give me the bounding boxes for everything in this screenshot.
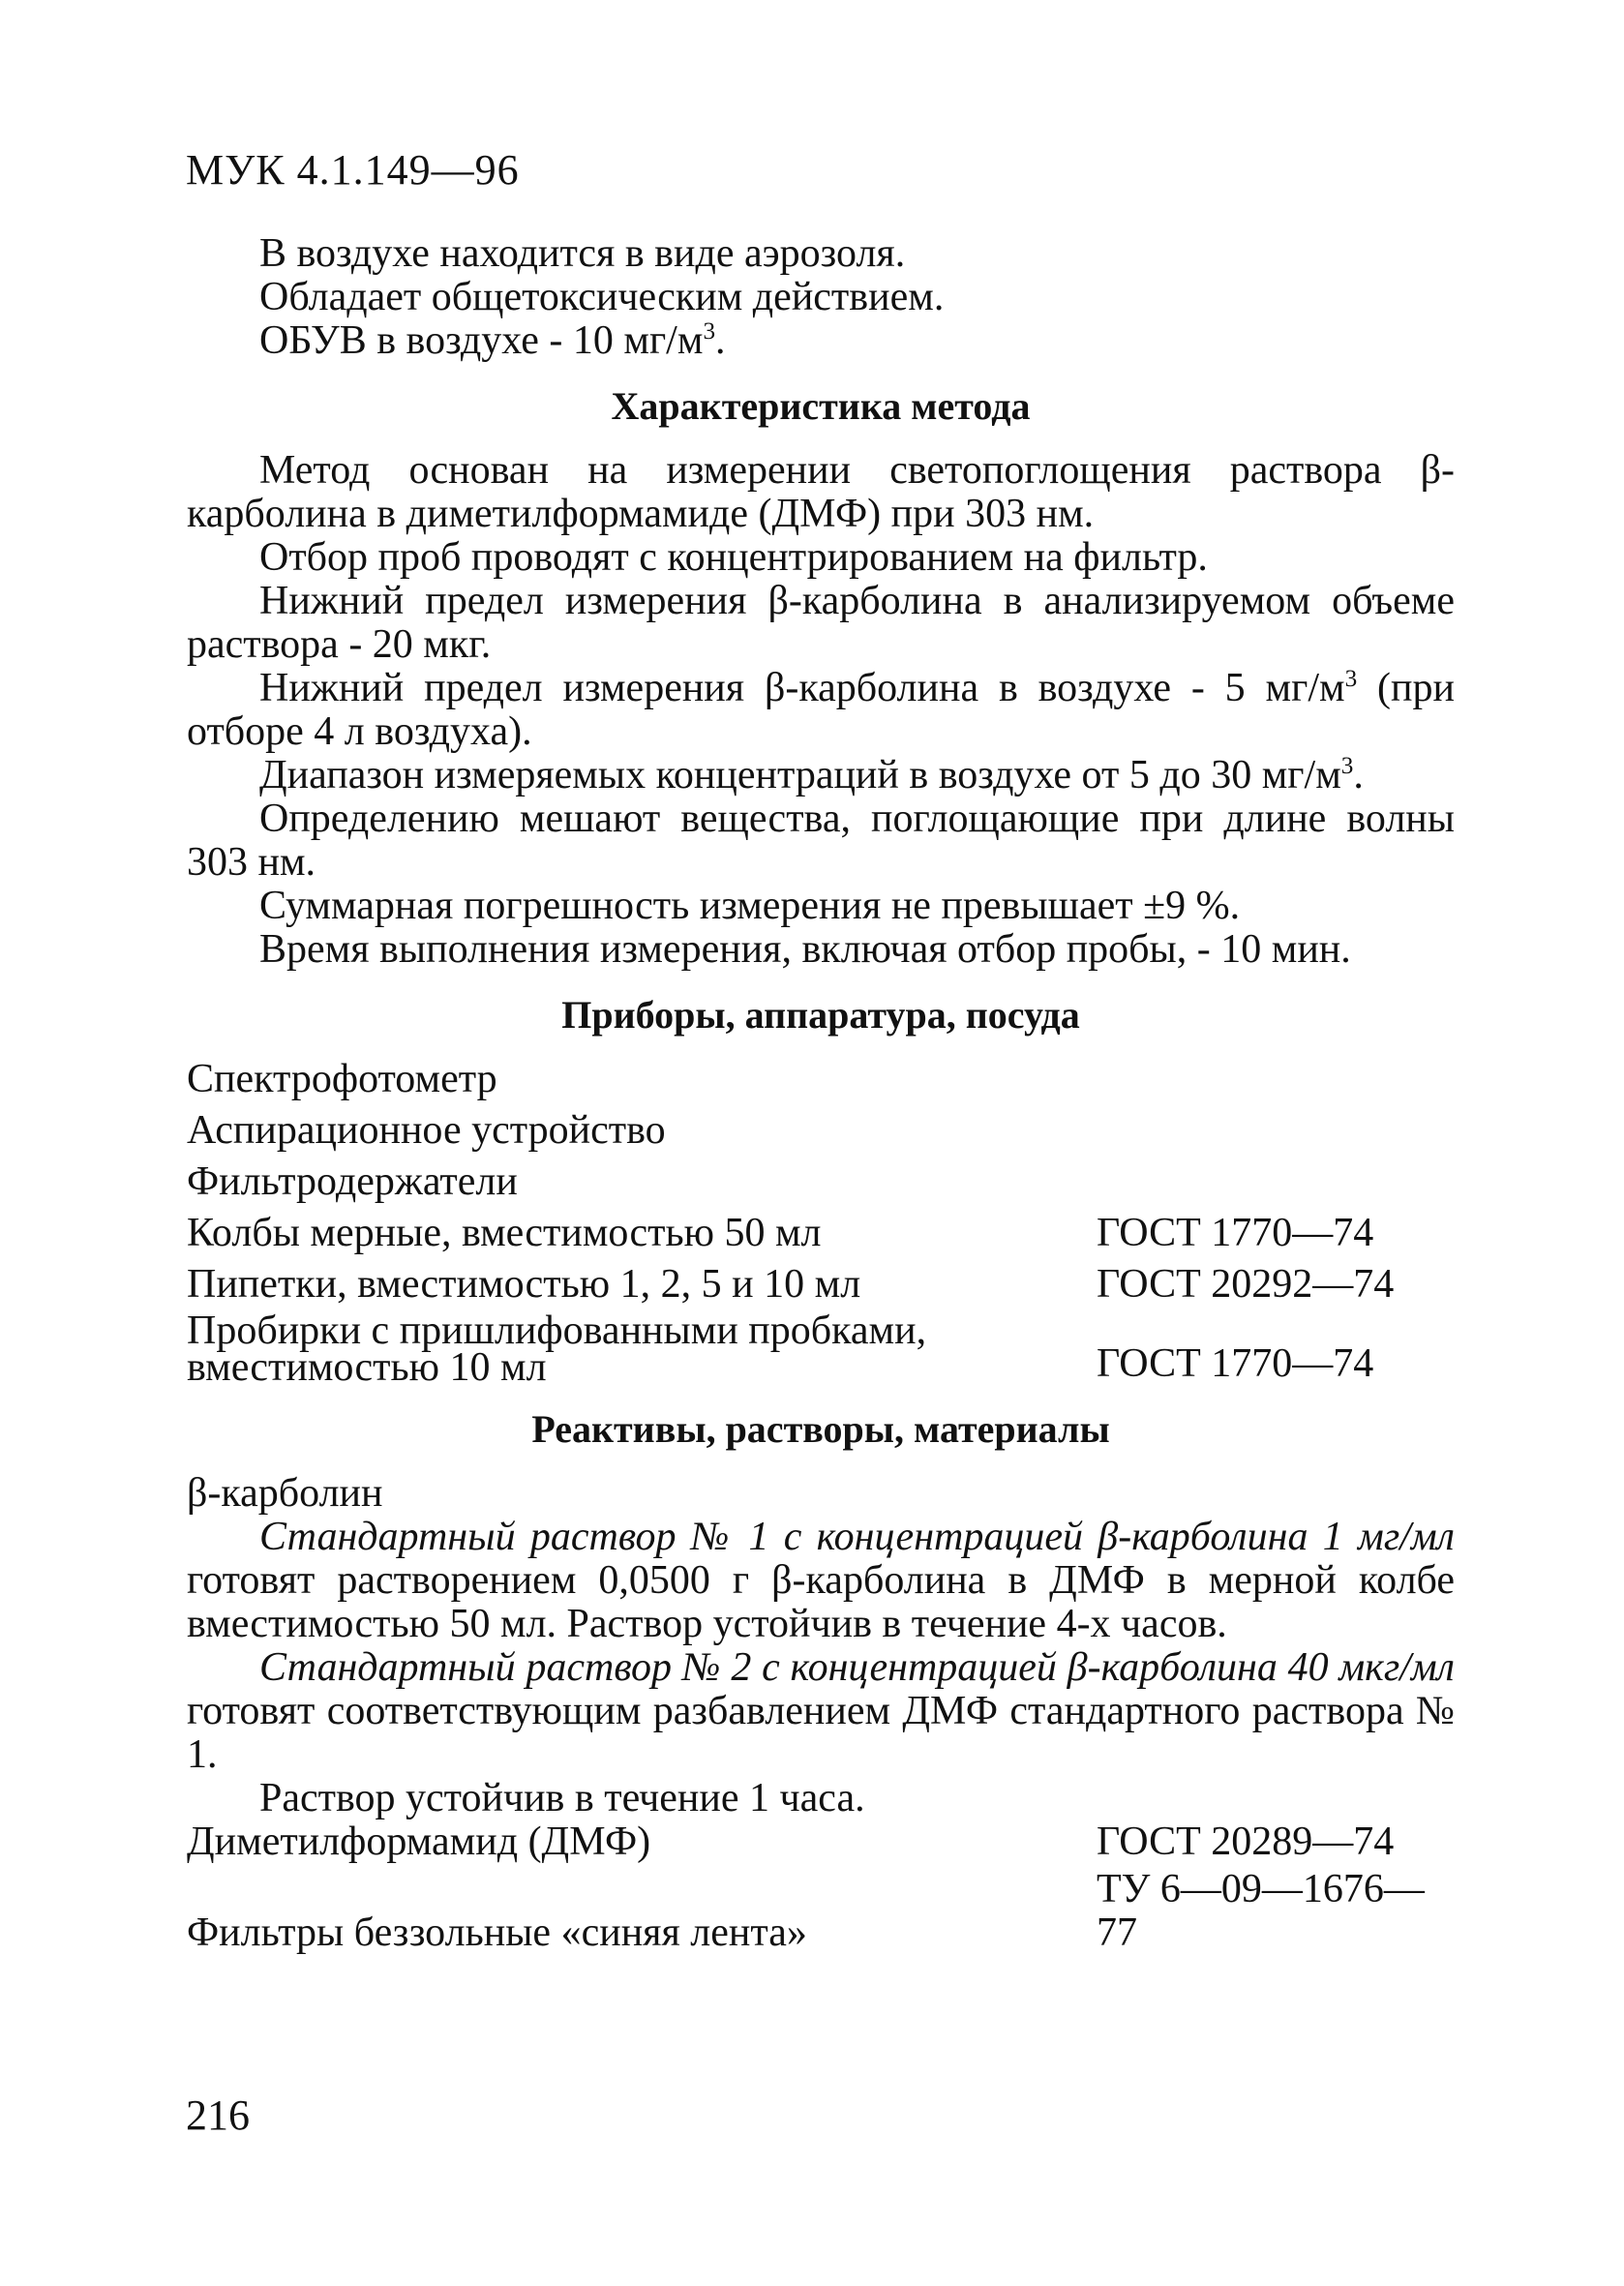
method-paragraph-7: Суммарная погрешность измерения не превышает ±9 %. (259, 884, 1241, 928)
method-paragraph-5-sup: 3 (1340, 753, 1354, 779)
equipment-item-name-line-2: вместимостью 10 мл (187, 1345, 547, 1390)
intro-line-2: Обладает общетоксическим действием. (259, 275, 945, 319)
section-title-reagents: Реактивы, растворы, материалы (531, 1407, 1110, 1451)
method-paragraph-3: Нижний предел измерения β-карболина в анализируемом объеме раствора - 20 мкг. (187, 579, 1455, 667)
intro-line-3 (187, 319, 1455, 363)
method-paragraph-4-a: Нижний предел измерения β-карболина в воздухе - 5 мг/м (259, 666, 1345, 710)
method-paragraph-5-b: . (1353, 753, 1364, 797)
equipment-item-name: Колбы мерные, вместимостью 50 мл (187, 1211, 822, 1255)
method-paragraph-1: Метод основан на измерении светопоглощения раствора β-карболина в диметилформамиде (ДМФ) при 303 нм. (187, 448, 1455, 536)
method-paragraph-4-sup: 3 (1344, 666, 1358, 692)
solution-stability: Раствор устойчив в течение 1 часа. (259, 1776, 865, 1820)
reagent-item-name: Фильтры беззольные «синяя лента» (187, 1910, 807, 1955)
equipment-item (187, 1160, 1455, 1204)
equipment-item (187, 1308, 1455, 1390)
reagent-item-name: Диметилформамид (ДМФ) (187, 1820, 651, 1864)
standard-solution-2 (187, 1646, 1455, 1777)
page-number: 216 (186, 2091, 250, 2139)
method-paragraph-5 (187, 754, 1455, 797)
intro-block (187, 232, 1455, 363)
method-paragraph-5-a: Диапазон измеряемых концентраций в воздухе от 5 до 30 мг/м (259, 753, 1341, 797)
reagent-item (187, 1820, 1455, 1864)
equipment-item (187, 1109, 1455, 1153)
equipment-item (187, 1058, 1455, 1101)
section-title-method: Характеристика метода (611, 384, 1031, 428)
equipment-item-name: Аспирационное устройство (187, 1108, 666, 1153)
equipment-item-name: Пипетки, вместимостью 1, 2, 5 и 10 мл (187, 1262, 861, 1307)
page-content (187, 232, 1455, 1955)
standard-solution-2-title: Стандартный раствор № 2 с концентрацией β-карболина 40 мкг/мл (259, 1645, 1455, 1690)
method-paragraph-4 (187, 667, 1455, 754)
reagent-item-standard: ГОСТ 20289—74 (1097, 1820, 1395, 1864)
equipment-item-name (187, 1308, 1097, 1390)
method-paragraph-6: Определению мешают вещества, поглощающие при длине волны 303 нм. (187, 797, 1455, 885)
standard-solution-2-text: готовят соответствующим разбавлением ДМФ стандартного раствора № 1. (187, 1689, 1455, 1777)
equipment-item-name: Фильтродержатели (187, 1159, 518, 1204)
equipment-item-name: Спектрофотометр (187, 1057, 497, 1101)
reagent-item-beta-carboline: β-карболин (187, 1471, 383, 1516)
equipment-item-name-line-1: Пробирки с пришлифованными пробками, (187, 1308, 927, 1353)
intro-line-3-sup: 3 (703, 318, 716, 345)
equipment-item (187, 1212, 1455, 1255)
intro-line-1: В воздухе находится в виде аэрозоля. (259, 231, 906, 276)
method-paragraph-8: Время выполнения измерения, включая отбор пробы, - 10 мин. (259, 927, 1351, 972)
equipment-list (187, 1057, 1455, 1390)
equipment-item-standard: ГОСТ 20292—74 (1097, 1262, 1395, 1307)
method-paragraph-2: Отбор проб проводят с концентрированием на фильтр. (259, 535, 1208, 580)
equipment-item-standard: ГОСТ 1770—74 (1097, 1341, 1374, 1386)
standard-solution-1-text: готовят растворением 0,0500 г β-карболина в ДМФ в мерной колбе вместимостью 50 мл. Раствор устойчив в течение 4-х часов. (187, 1558, 1455, 1646)
intro-line-3-tail: . (715, 318, 726, 363)
equipment-item (187, 1263, 1455, 1307)
section-title-equipment: Приборы, аппаратура, посуда (561, 993, 1080, 1037)
document-code: МУК 4.1.149—96 (186, 146, 520, 194)
reagent-list (187, 1820, 1455, 1955)
intro-line-3-text: ОБУВ в воздухе - 10 мг/м (259, 318, 704, 363)
reagent-item-standard: ТУ 6—09—1676—77 (1097, 1867, 1425, 1955)
equipment-item-standard: ГОСТ 1770—74 (1097, 1211, 1374, 1255)
standard-solution-1-title: Стандартный раствор № 1 с концентрацией β-карболина 1 мг/мл (259, 1515, 1455, 1559)
reagent-item (187, 1868, 1455, 1955)
standard-solution-1 (187, 1516, 1455, 1646)
method-paragraph-4-b: (при отборе 4 л воздуха). (187, 666, 1455, 754)
